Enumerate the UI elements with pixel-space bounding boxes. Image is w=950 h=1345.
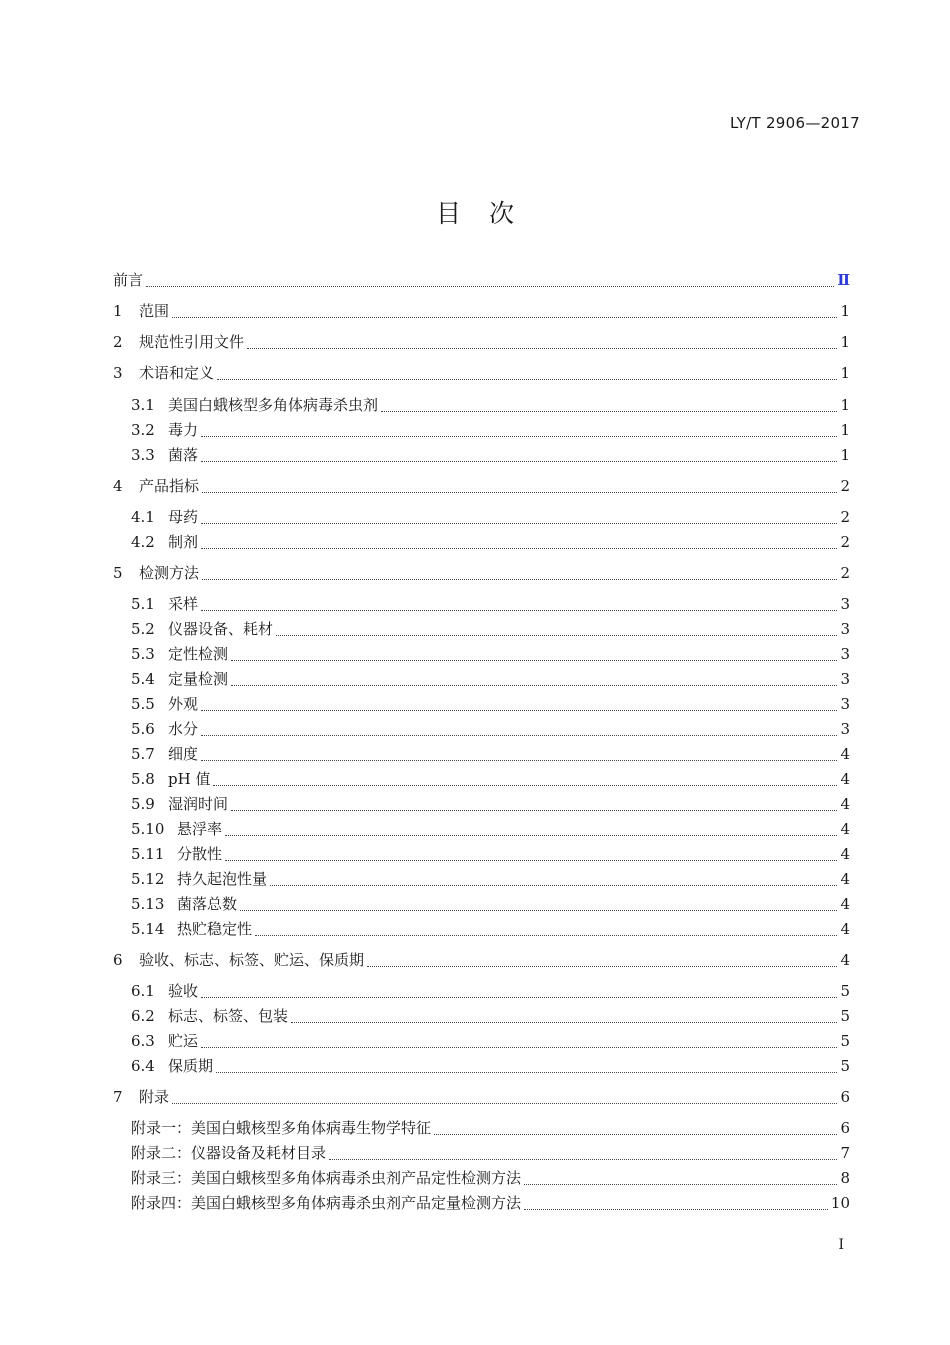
toc-entry-label: 贮运 (168, 1032, 199, 1050)
toc-leader-dots (201, 443, 837, 462)
toc-leader-dots (172, 299, 837, 318)
toc-entry-number: 5.2 (131, 620, 155, 638)
toc-entry-label: 毒力 (168, 421, 199, 439)
toc-entry-page: 3 (840, 620, 850, 638)
toc-entry[interactable] (131, 718, 850, 740)
toc-entry-page: 1 (840, 421, 850, 439)
toc-entry-number: 5.7 (131, 745, 155, 763)
toc-entry[interactable] (131, 531, 850, 553)
toc-entry-page: 6 (840, 1088, 850, 1106)
toc-entry-number: 3.2 (131, 421, 155, 439)
toc-entry-page: 3 (840, 645, 850, 663)
toc-leader-dots (231, 642, 837, 661)
toc-entry-page: 1 (840, 364, 850, 382)
toc-entry-page: Ⅱ (837, 271, 850, 289)
toc-entry-label: 分散性 (177, 845, 223, 863)
toc-entry-label: 范围 (139, 302, 170, 320)
toc-entry-page: 1 (840, 446, 850, 464)
toc-entry-label: 菌落总数 (177, 895, 238, 913)
toc-entry[interactable] (131, 793, 850, 815)
toc-leader-dots (270, 867, 837, 886)
toc-entry[interactable] (113, 331, 850, 353)
toc-entry-page: 2 (840, 564, 850, 582)
toc-entry-page: 4 (840, 820, 850, 838)
toc-leader-dots (146, 268, 834, 287)
toc-leader-dots (201, 530, 837, 549)
toc-entry-page: 3 (840, 670, 850, 688)
toc-entry[interactable] (131, 1192, 850, 1214)
toc-leader-dots (213, 767, 837, 786)
toc-entry-number: 5.5 (131, 695, 155, 713)
toc-entry[interactable] (131, 893, 850, 915)
toc-entry-page: 4 (840, 920, 850, 938)
toc-entry-label: 水分 (168, 720, 199, 738)
toc-entry-number: 2 (113, 333, 123, 351)
toc-entry-label: 标志、标签、包装 (168, 1007, 289, 1025)
toc-entry-number: 5.9 (131, 795, 155, 813)
toc-entry[interactable] (131, 980, 850, 1002)
toc-leader-dots (381, 393, 837, 412)
standard-code: LY/T 2906—2017 (729, 114, 860, 132)
toc-entry-label: 持久起泡性量 (177, 870, 268, 888)
toc-entry-label: 外观 (168, 695, 199, 713)
toc-entry[interactable] (131, 843, 850, 865)
toc-entry-label: 术语和定义 (139, 364, 215, 382)
toc-entry-label: 仪器设备、耗材 (168, 620, 274, 638)
toc-entry-number: 4.2 (131, 533, 155, 551)
toc-entry[interactable] (131, 1167, 850, 1189)
toc-entry[interactable] (131, 394, 850, 416)
toc-leader-dots (434, 1116, 837, 1135)
toc-entry-number: 3.3 (131, 446, 155, 464)
toc-entry-page: 3 (840, 695, 850, 713)
toc-entry[interactable] (131, 419, 850, 441)
toc-entry-label: 悬浮率 (177, 820, 223, 838)
toc-leader-dots (201, 692, 837, 711)
toc-entry-label: 附录三：美国白蛾核型多角体病毒杀虫剂产品定性检测方法 (131, 1169, 522, 1187)
toc-entry[interactable] (113, 562, 850, 584)
toc-entry-page: 7 (840, 1144, 850, 1162)
toc-leader-dots (216, 1054, 837, 1073)
toc-entry[interactable] (131, 1117, 850, 1139)
toc-entry-page: 3 (840, 595, 850, 613)
toc-leader-dots (231, 667, 837, 686)
toc-entry-label: 前言 (113, 271, 144, 289)
toc-leader-dots (201, 979, 837, 998)
toc-entry[interactable] (131, 618, 850, 640)
toc-entry-page: 5 (840, 1032, 850, 1050)
toc-leader-dots (202, 474, 837, 493)
toc-entry-number: 4 (113, 477, 123, 495)
toc-leader-dots (524, 1191, 828, 1210)
toc-entry-number: 6.2 (131, 1007, 155, 1025)
toc-entry-number: 6.3 (131, 1032, 155, 1050)
toc-leader-dots (201, 592, 837, 611)
toc-entry-number: 5.10 (131, 820, 165, 838)
toc-entry[interactable] (131, 1005, 850, 1027)
toc-leader-dots (201, 418, 837, 437)
toc-entry[interactable] (113, 300, 850, 322)
toc-entry[interactable] (131, 1030, 850, 1052)
toc-entry[interactable] (131, 768, 850, 790)
toc-leader-dots (255, 917, 837, 936)
page-title: 目次 (435, 199, 542, 228)
toc-entry[interactable] (131, 506, 850, 528)
toc-entry[interactable] (113, 362, 850, 384)
toc-entry-label: 附录四：美国白蛾核型多角体病毒杀虫剂产品定量检测方法 (131, 1194, 522, 1212)
toc-leader-dots (524, 1166, 837, 1185)
toc-entry-page: 1 (840, 333, 850, 351)
toc-entry[interactable] (131, 1055, 850, 1077)
toc-entry-label: 定量检测 (168, 670, 229, 688)
toc-entry-number: 5.12 (131, 870, 165, 888)
toc-entry-page: 5 (840, 1007, 850, 1025)
toc-entry[interactable] (131, 693, 850, 715)
toc-leader-dots (240, 892, 837, 911)
toc-entry-label: 保质期 (168, 1057, 214, 1075)
toc-leader-dots (202, 561, 837, 580)
toc-entry-page: 5 (840, 982, 850, 1000)
toc-entry[interactable] (113, 949, 850, 971)
toc-entry-label: 细度 (168, 745, 199, 763)
toc-entry-number: 1 (113, 302, 123, 320)
toc-leader-dots (247, 330, 837, 349)
toc-entry-number: 6.4 (131, 1057, 155, 1075)
toc-entry-label: 附录一：美国白蛾核型多角体病毒生物学特征 (131, 1119, 432, 1137)
toc-leader-dots (367, 948, 837, 967)
toc-entry-number: 3.1 (131, 396, 155, 414)
toc-entry-page: 1 (840, 302, 850, 320)
toc-entry[interactable] (113, 475, 850, 497)
toc-entry-label: 验收 (168, 982, 199, 1000)
toc-leader-dots (201, 717, 837, 736)
toc-leader-dots (217, 361, 837, 380)
toc-leader-dots (172, 1085, 837, 1104)
toc-entry-number: 5.4 (131, 670, 155, 688)
toc-entry[interactable] (131, 643, 850, 665)
toc-leader-dots (201, 1029, 837, 1048)
toc-entry[interactable] (131, 868, 850, 890)
toc-entry-number: 5.11 (131, 845, 165, 863)
toc-leader-dots (201, 505, 837, 524)
toc-entry-label: 菌落 (168, 446, 199, 464)
toc-entry-label: 规范性引用文件 (139, 333, 245, 351)
toc-entry-label: 定性检测 (168, 645, 229, 663)
toc-entry-number: 6.1 (131, 982, 155, 1000)
toc-entry[interactable] (131, 593, 850, 615)
toc-entry-label: 美国白蛾核型多角体病毒杀虫剂 (168, 396, 379, 414)
toc-entry-page: 8 (840, 1169, 850, 1187)
toc-entry-page: 4 (840, 895, 850, 913)
toc-entry-number: 3 (113, 364, 123, 382)
toc-entry-number: 5.13 (131, 895, 165, 913)
toc-entry-label: 制剂 (168, 533, 199, 551)
toc-entry-page: 4 (840, 951, 850, 969)
toc-leader-dots (231, 792, 837, 811)
toc-entry-page: 6 (840, 1119, 850, 1137)
toc-leader-dots (201, 742, 837, 761)
toc-entry-page: 10 (830, 1194, 850, 1212)
toc-entry-page: 2 (840, 508, 850, 526)
toc-entry-page: 4 (840, 745, 850, 763)
toc-entry[interactable] (131, 444, 850, 466)
toc-entry-number: 7 (113, 1088, 123, 1106)
toc-entry-page: 2 (840, 533, 850, 551)
toc-entry-page: 5 (840, 1057, 850, 1075)
toc-entry[interactable] (113, 1086, 850, 1108)
toc-entry-number: 6 (113, 951, 123, 969)
toc-entry-page: 4 (840, 795, 850, 813)
toc-entry[interactable] (131, 743, 850, 765)
toc-entry-number: 5.14 (131, 920, 165, 938)
toc-entry-label: 检测方法 (139, 564, 200, 582)
toc-entry[interactable] (131, 1142, 850, 1164)
toc-entry-number: 5 (113, 564, 123, 582)
toc-entry-number: 4.1 (131, 508, 155, 526)
toc-leader-dots (276, 617, 837, 636)
toc-entry-number: 5.3 (131, 645, 155, 663)
toc-entry-page: 4 (840, 870, 850, 888)
toc-leader-dots (291, 1004, 837, 1023)
toc-entry[interactable] (131, 918, 850, 940)
toc-entry[interactable] (131, 668, 850, 690)
toc-leader-dots (225, 842, 837, 861)
toc-entry[interactable] (131, 818, 850, 840)
toc-entry-label: 湿润时间 (168, 795, 229, 813)
page-number: I (838, 1237, 844, 1253)
toc-entry-label: 热贮稳定性 (177, 920, 253, 938)
toc-entry-page: 3 (840, 720, 850, 738)
toc-leader-dots (225, 817, 837, 836)
toc-entry-page: 1 (840, 396, 850, 414)
toc-entry-page: 4 (840, 770, 850, 788)
toc-entry-label: 采样 (168, 595, 199, 613)
toc-entry-page: 4 (840, 845, 850, 863)
toc-entry-page: 2 (840, 477, 850, 495)
toc-entry-number: 5.8 (131, 770, 155, 788)
toc-entry-label: 产品指标 (139, 477, 200, 495)
toc-leader-dots (329, 1141, 837, 1160)
toc-entry-label: pH 值 (168, 770, 211, 788)
toc-entry-number: 5.1 (131, 595, 155, 613)
toc-entry-label: 附录 (139, 1088, 170, 1106)
toc-entry-number: 5.6 (131, 720, 155, 738)
toc-entry-label: 母药 (168, 508, 199, 526)
toc-entry[interactable] (113, 269, 850, 291)
toc-entry-label: 附录二：仪器设备及耗材目录 (131, 1144, 327, 1162)
toc-entry-label: 验收、标志、标签、贮运、保质期 (139, 951, 365, 969)
